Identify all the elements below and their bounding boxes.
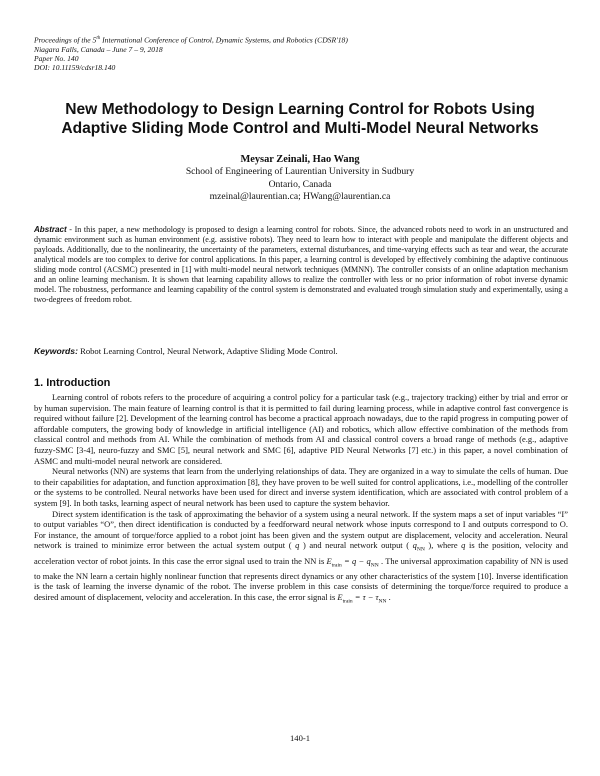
symbol-q: q [461,540,466,551]
keywords-text: Robot Learning Control, Neural Network, Adaptive Sliding Mode Control. [77,346,338,356]
paragraph: Direct system identification is the task of approximating the behavior of a system using a neural network. If the system maps a set of input variables “I” to output variables “O”, then direct identification is conducted by a feedforward neural network whose inputs correspond to I and outputs correspond to O. For instance, the amount of torque/force applied to a robot joint has been given and the system output are displacement, velocity and acceleration. Neural network is trained to minimize error between the actual system output ( q ) and neural network output ( $q_{NN}$ ), where q is the position, velocity and acceleration vector of robot joints. In this case the error signal used to train the NN is $E_{train} = q - q_{NN}$ . The universal approximation capability of NN is used to make the NN learn a certain highly nonlinear function that represents direct dynamics or any other characteristics of the system [10]. Inverse identification is the task of learning the inverse dynamic of the robot. The inverse problem in this case consists of determining the torque/force required to produce a desired amount of displacement, velocity and acceleration. In this case, the error signal is $E_{train} = \tau - \tau_{NN}$ . [34,508,568,605]
section-body [34,392,568,607]
title-line-1: New Methodology to Design Learning Control for Robots Using [65,101,535,118]
author-affiliation: School of Engineering of Laurentian University in Sudbury [185,166,415,177]
abstract [34,225,568,305]
paragraph: Neural networks (NN) are systems that learn from the underlying relationships of data. They are organized in a way to simulate the cells of human. Due to their capabilities for adaptation, and function approximation [8], they have proven to be well suited for control applications, i.e., modelling of the controller or the systems to be controlled. Neural networks have been used for direct and inverse system identification, which are associated with control problem of a system [9]. In both tasks, learning aspect of neural network has been used to capture the system behavior. [34,466,568,508]
header-paper-number: Paper No. 140 [34,54,79,64]
page-number: 140-1 [289,733,311,743]
equation-direct-error: $E_{train} = q - q_{NN}$ [326,555,379,569]
author-emails: mzeinal@laurentian.ca; HWang@laurentian.ca [209,191,391,203]
paragraph: Learning control of robots refers to the procedure of acquiring a control policy for a particular task (e.g., trajectory tracking) either by trial and error or by human supervision. The main feature of learning control is that it is permitted to fail during learning process, while in adaptive control fast convergence is required without failure [2]. Development of the learning control has become a practical approach nowadays, due to the rapid progress in computing power of affordable computers, the growing body of knowledge in artificial intelligence (AI) and robotics, which allow effective combination of the methods from classical control and methods from AI. While the combination of methods from AI and classical control covers a broad range of methods (e.g., adaptive fuzzy-SMC [3-4], neuro-fuzzy and SMC [5], neural network and SMC [6], adaptive PID Neural Networks [7] etc.) in this paper, a novel combination of ASMC and multi-model neural network are considered. [34,392,568,466]
symbol-q-nn: $q_{NN}$ [412,540,425,553]
equation-inverse-error: $E_{train} = \tau - \tau_{NN}$ [337,592,387,605]
conference-header [34,34,348,73]
symbol-q: q [295,540,300,551]
abstract-text: - In this paper, a new methodology is proposed to design a learning control for robots. Since, the advanced robots need to work in an unstructured and dynamic environment such as human environment (e.g. assistive robots). They need to learn how to interact with people and manipulate the different objects and payloads. Additionally, due to the nonlinearity, the uncertainty of the parameters, external disturbances, and time-varying effects such as tear and wear, the accurate analytical models are too complex to derive for control applications. In this paper, a learning control is developed by effectively combining the adaptive continuous sliding mode control (ACSMC) presented in [1] with multi-model neural network techniques (MMNN). The controller consists of an online adaptation mechanism and an online learning mechanism. It is shown that learning capability allows to realize the controller with less or no prior information of robot inverse dynamic model. The robustness, performance and learning capability of the control system is demonstrated and evaluated trough simulation study and experimentally, using a two-degrees of freedom robot. [34,225,568,305]
keywords-label: Keywords: [34,346,78,356]
header-doi: DOI: 10.11159/cdsr18.140 [34,63,116,73]
author-block [0,153,600,204]
paper-title [30,100,570,138]
header-location: Niagara Falls, Canada – June 7 – 9, 2018 [34,44,163,54]
title-line-2: Adaptive Sliding Mode Control and Multi-Model Neural Networks [61,120,539,137]
section-heading: 1. Introduction [34,377,111,389]
abstract-label: Abstract [34,225,67,234]
author-names: Meysar Zeinali, Hao Wang [240,154,360,165]
keywords [34,346,338,357]
header-proceedings: Proceedings of the 5th International Conference of Control, Dynamic Systems, and Robotics (CDSR'18) [34,35,348,45]
author-location: Ontario, Canada [268,178,332,190]
